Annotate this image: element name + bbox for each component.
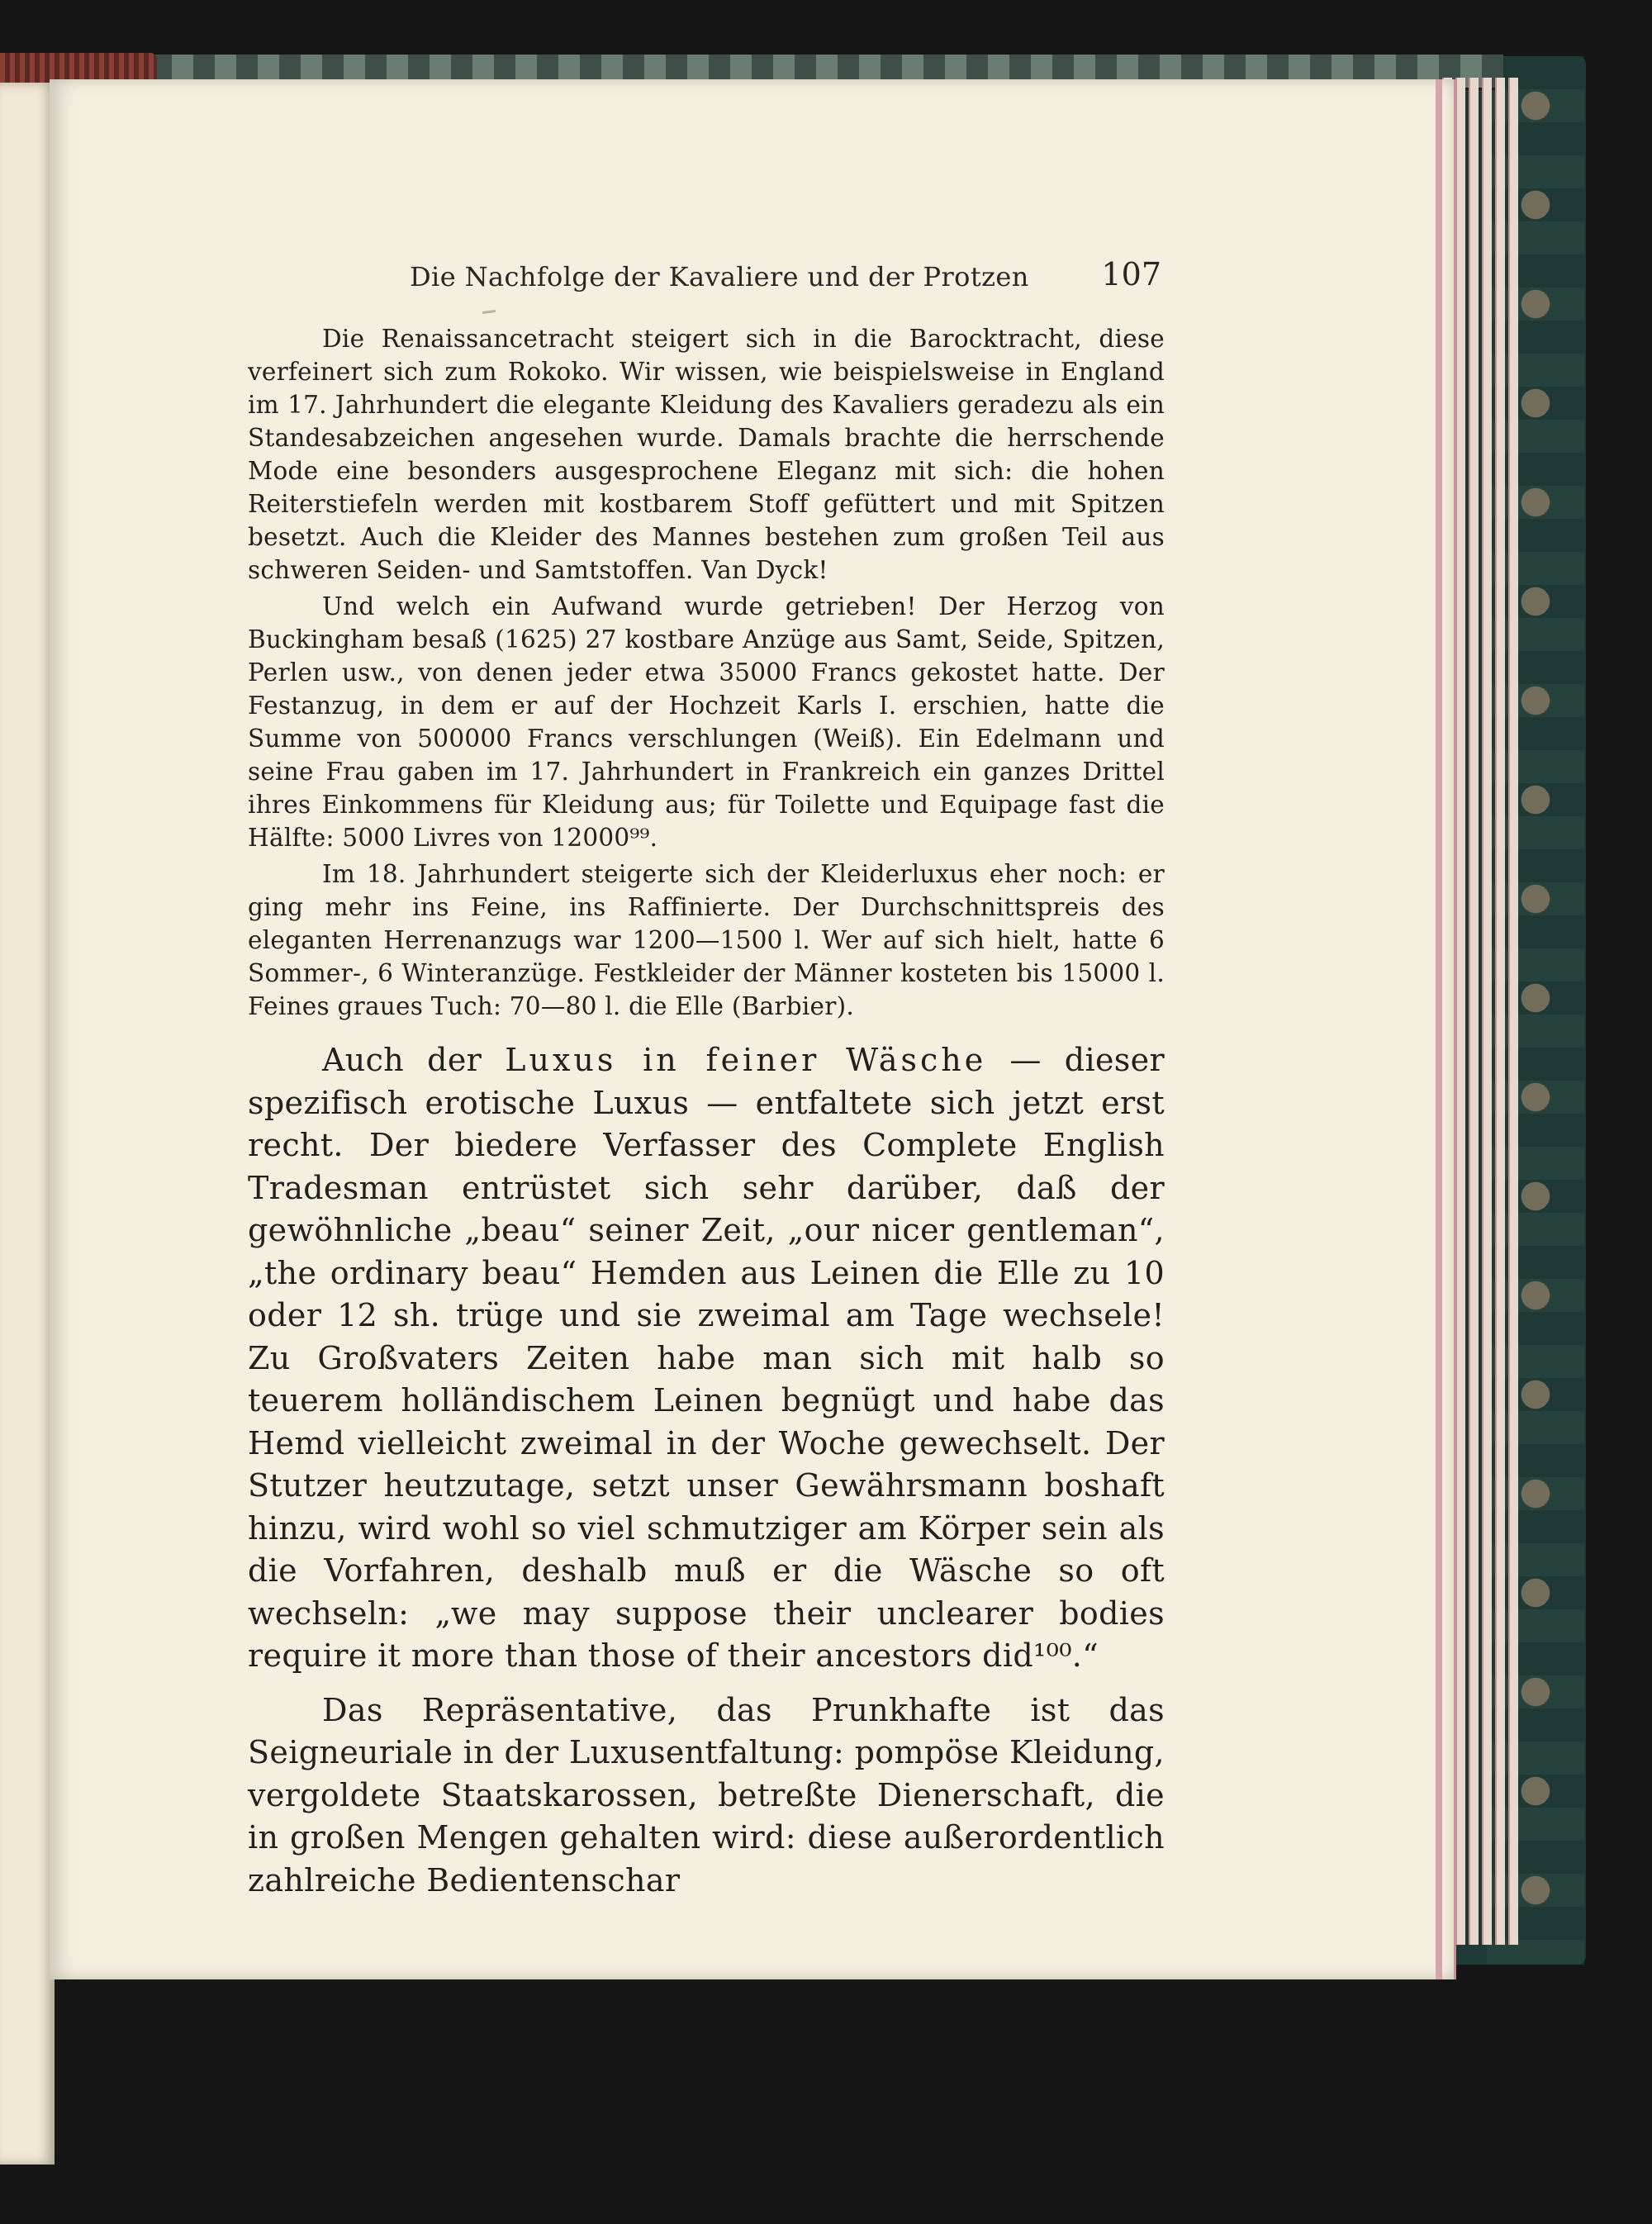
main-text-section: [248, 1039, 1165, 1902]
running-title: Die Nachfolge der Kavaliere und der Protzen: [410, 261, 1029, 292]
headband: [0, 53, 157, 83]
main-paragraph: [248, 1689, 1165, 1903]
left-page-edge: [0, 83, 55, 2165]
small-print-section: [248, 322, 1165, 1023]
small-paragraph: Die Renaissancetracht steigert sich in die Barocktracht, diese verfeinert sich zum Rokoko. Wir wissen, wie beispielsweise in England im 17. Jahrhundert die elegante Kleidung des Kavaliers geradezu als ein Standesabzeichen angesehen wurde. Damals brachte die herrschende Mode eine besonders ausgesprochene Eleganz mit sich: die hohen Reiterstiefeln werden mit kostbarem Stoff gefüttert und mit Spitzen besetzt. Auch die Kleider des Mannes bestehen zum großen Teil aus schweren Seiden- und Samtstoffen. Van Dyck!: [248, 325, 1165, 584]
small-paragraph: Im 18. Jahrhundert steigerte sich der Kleiderluxus eher noch: er ging mehr ins Feine, ins Raffinierte. Der Durchschnittspreis des eleganten Herrenanzugs war 1200—1500 l. Wer auf sich hielt, hatte 6 Sommer-, 6 Winteranzüge. Festkleider der Männer kosteten bis 15000 l. Feines graues Tuch: 70—80 l. die Elle (Barbier).: [248, 860, 1165, 1020]
paragraph-lead: Auch der: [322, 1042, 506, 1078]
running-head: [401, 258, 1168, 299]
emphasized-phrase: Luxus in feiner Wäsche: [505, 1042, 987, 1078]
paragraph-rest: — dieser spezifisch erotische Luxus — entfaltete sich jetzt erst recht. Der biedere Verfasser des Complete English Tradesman entrüstet sich sehr darüber, daß der gewöhnliche „beau“ seiner Zeit, „our nicer gentleman“, „the ordinary beau“ Hemden aus Leinen die Elle zu 10 oder 12 sh. trüge und sie zweimal am Tage wechsele! Zu Großvaters Zeiten habe man sich mit halb so teuerem holländischem Leinen begnügt und habe das Hemd vielleicht zweimal in der Woche gewechselt. Der Stutzer heutzutage, setzt unser Gewährsmann boshaft hinzu, wird wohl so viel schmutziger am Körper sein als die Vorfahren, deshalb muß er die Wäsche so oft wechseln: „we may suppose their unclearer bodies require it more than those of their ancestors did¹⁰⁰.“: [248, 1042, 1165, 1674]
main-paragraph: [248, 1039, 1165, 1678]
paragraph-lead: Das Repräsentative, das Prunkhafte ist das Seigneuriale in der Luxusentfaltung: pompöse Kleidung, vergoldete Staatskarossen, betreßte Dienerschaft, die in großen Mengen gehalten wird: diese außerordentlich zahlreiche Bedientenschar: [248, 1691, 1165, 1898]
page-fore-edge: [1436, 79, 1442, 1979]
page-number: 107: [1101, 256, 1161, 292]
small-paragraph: Und welch ein Aufwand wurde getrieben! Der Herzog von Buckingham besaß (1625) 27 kostbare Anzüge aus Samt, Seide, Spitzen, Perlen usw., von denen jeder etwa 35000 Francs gekostet hatte. Der Festanzug, in dem er auf der Hochzeit Karls I. erschien, hatte die Summe von 500000 Francs verschlungen (Weiß). Ein Edelmann und seine Frau gaben im 17. Jahrhundert in Frankreich ein ganzes Drittel ihres Einkommens für Kleidung aus; für Toilette und Equipage fast die Hälfte: 5000 Livres von 12000⁹⁹.: [248, 592, 1165, 852]
